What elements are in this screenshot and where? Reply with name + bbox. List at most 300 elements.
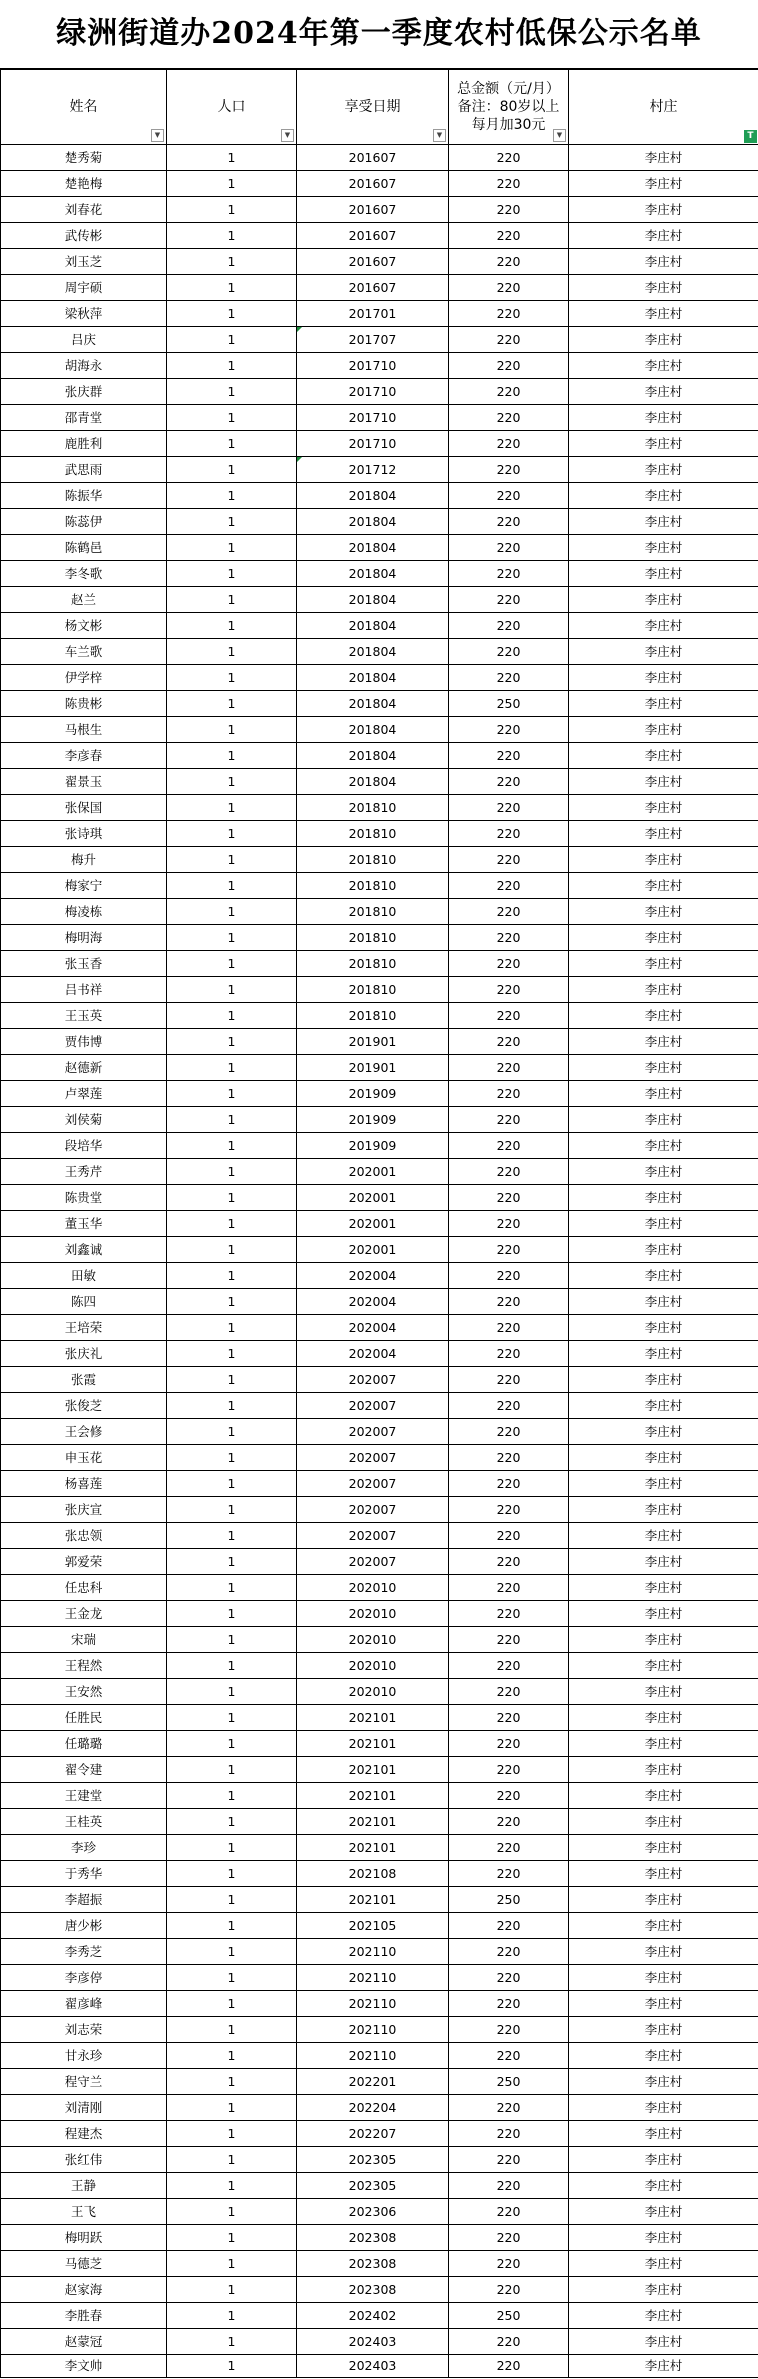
cell-amount[interactable]: 220 — [449, 1393, 569, 1419]
cell-date[interactable]: 201810 — [297, 821, 449, 847]
cell-amount[interactable]: 220 — [449, 1055, 569, 1081]
cell-village[interactable]: 李庄村 — [569, 431, 758, 457]
cell-population[interactable]: 1 — [167, 1315, 297, 1341]
cell-population[interactable]: 1 — [167, 1159, 297, 1185]
cell-amount[interactable]: 220 — [449, 613, 569, 639]
cell-population[interactable]: 1 — [167, 1575, 297, 1601]
cell-amount[interactable]: 220 — [449, 1159, 569, 1185]
cell-date[interactable]: 201712 — [297, 457, 449, 483]
cell-name[interactable]: 王玉英 — [1, 1003, 167, 1029]
cell-village[interactable]: 李庄村 — [569, 1601, 758, 1627]
cell-date[interactable]: 201710 — [297, 431, 449, 457]
cell-population[interactable]: 1 — [167, 1549, 297, 1575]
cell-amount[interactable]: 220 — [449, 899, 569, 925]
cell-amount[interactable]: 220 — [449, 1185, 569, 1211]
cell-village[interactable]: 李庄村 — [569, 743, 758, 769]
cell-village[interactable]: 李庄村 — [569, 301, 758, 327]
cell-name[interactable]: 杨文彬 — [1, 613, 167, 639]
cell-village[interactable]: 李庄村 — [569, 1627, 758, 1653]
cell-village[interactable]: 李庄村 — [569, 1549, 758, 1575]
cell-date[interactable]: 201607 — [297, 275, 449, 301]
cell-population[interactable]: 1 — [167, 613, 297, 639]
cell-name[interactable]: 武传彬 — [1, 223, 167, 249]
cell-village[interactable]: 李庄村 — [569, 379, 758, 405]
cell-date[interactable]: 201710 — [297, 379, 449, 405]
cell-population[interactable]: 1 — [167, 145, 297, 171]
cell-village[interactable]: 李庄村 — [569, 717, 758, 743]
cell-name[interactable]: 王培荣 — [1, 1315, 167, 1341]
dropdown-arrow-icon[interactable]: ▼ — [553, 129, 566, 142]
cell-population[interactable]: 1 — [167, 2069, 297, 2095]
cell-name[interactable]: 张庆宣 — [1, 1497, 167, 1523]
cell-amount[interactable]: 220 — [449, 197, 569, 223]
cell-amount[interactable]: 250 — [449, 2303, 569, 2329]
cell-population[interactable]: 1 — [167, 1393, 297, 1419]
cell-amount[interactable]: 220 — [449, 1705, 569, 1731]
cell-name[interactable]: 梅明跃 — [1, 2225, 167, 2251]
cell-amount[interactable]: 220 — [449, 2355, 569, 2378]
cell-date[interactable]: 201901 — [297, 1055, 449, 1081]
cell-population[interactable]: 1 — [167, 2017, 297, 2043]
cell-name[interactable]: 翟彦峰 — [1, 1991, 167, 2017]
cell-date[interactable]: 202007 — [297, 1471, 449, 1497]
cell-population[interactable]: 1 — [167, 1003, 297, 1029]
cell-village[interactable]: 李庄村 — [569, 691, 758, 717]
cell-date[interactable]: 201804 — [297, 717, 449, 743]
cell-population[interactable]: 1 — [167, 483, 297, 509]
cell-name[interactable]: 车兰歌 — [1, 639, 167, 665]
cell-date[interactable]: 201909 — [297, 1133, 449, 1159]
cell-name[interactable]: 于秀华 — [1, 1861, 167, 1887]
cell-village[interactable]: 李庄村 — [569, 1783, 758, 1809]
cell-population[interactable]: 1 — [167, 2277, 297, 2303]
cell-date[interactable]: 201710 — [297, 353, 449, 379]
cell-population[interactable]: 1 — [167, 665, 297, 691]
cell-population[interactable]: 1 — [167, 1731, 297, 1757]
cell-date[interactable]: 202007 — [297, 1523, 449, 1549]
cell-name[interactable]: 王秀芹 — [1, 1159, 167, 1185]
cell-name[interactable]: 陈四 — [1, 1289, 167, 1315]
cell-amount[interactable]: 220 — [449, 405, 569, 431]
cell-population[interactable]: 1 — [167, 1835, 297, 1861]
cell-date[interactable]: 202105 — [297, 1913, 449, 1939]
cell-population[interactable]: 1 — [167, 1653, 297, 1679]
cell-population[interactable]: 1 — [167, 769, 297, 795]
cell-amount[interactable]: 220 — [449, 1783, 569, 1809]
cell-date[interactable]: 202201 — [297, 2069, 449, 2095]
cell-date[interactable]: 201804 — [297, 613, 449, 639]
cell-population[interactable]: 1 — [167, 509, 297, 535]
cell-name[interactable]: 陈贵彬 — [1, 691, 167, 717]
cell-name[interactable]: 任璐璐 — [1, 1731, 167, 1757]
cell-date[interactable]: 202402 — [297, 2303, 449, 2329]
cell-village[interactable]: 李庄村 — [569, 1887, 758, 1913]
cell-village[interactable]: 李庄村 — [569, 1081, 758, 1107]
cell-village[interactable]: 李庄村 — [569, 405, 758, 431]
cell-date[interactable]: 202101 — [297, 1731, 449, 1757]
cell-village[interactable]: 李庄村 — [569, 1705, 758, 1731]
cell-village[interactable]: 李庄村 — [569, 1133, 758, 1159]
cell-population[interactable]: 1 — [167, 951, 297, 977]
cell-amount[interactable]: 220 — [449, 795, 569, 821]
cell-date[interactable]: 201810 — [297, 977, 449, 1003]
cell-name[interactable]: 杨喜莲 — [1, 1471, 167, 1497]
cell-amount[interactable]: 220 — [449, 1029, 569, 1055]
cell-date[interactable]: 201810 — [297, 951, 449, 977]
cell-amount[interactable]: 220 — [449, 2095, 569, 2121]
cell-population[interactable]: 1 — [167, 1107, 297, 1133]
cell-amount[interactable]: 220 — [449, 1237, 569, 1263]
cell-amount[interactable]: 220 — [449, 821, 569, 847]
cell-date[interactable]: 201810 — [297, 847, 449, 873]
cell-date[interactable]: 201804 — [297, 691, 449, 717]
cell-name[interactable]: 王会修 — [1, 1419, 167, 1445]
cell-population[interactable]: 1 — [167, 1991, 297, 2017]
cell-name[interactable]: 刘志荣 — [1, 2017, 167, 2043]
cell-population[interactable]: 1 — [167, 847, 297, 873]
cell-population[interactable]: 1 — [167, 1289, 297, 1315]
cell-amount[interactable]: 220 — [449, 1107, 569, 1133]
cell-population[interactable]: 1 — [167, 1601, 297, 1627]
cell-amount[interactable]: 220 — [449, 873, 569, 899]
cell-name[interactable]: 伊学梓 — [1, 665, 167, 691]
cell-village[interactable]: 李庄村 — [569, 1445, 758, 1471]
cell-amount[interactable]: 220 — [449, 561, 569, 587]
cell-amount[interactable]: 220 — [449, 1133, 569, 1159]
cell-amount[interactable]: 220 — [449, 457, 569, 483]
cell-population[interactable]: 1 — [167, 1471, 297, 1497]
cell-amount[interactable]: 220 — [449, 769, 569, 795]
cell-amount[interactable]: 220 — [449, 145, 569, 171]
cell-village[interactable]: 李庄村 — [569, 561, 758, 587]
cell-name[interactable]: 吕书祥 — [1, 977, 167, 1003]
cell-village[interactable]: 李庄村 — [569, 2173, 758, 2199]
cell-population[interactable]: 1 — [167, 249, 297, 275]
cell-date[interactable]: 201607 — [297, 223, 449, 249]
cell-date[interactable]: 202308 — [297, 2225, 449, 2251]
cell-amount[interactable]: 220 — [449, 1367, 569, 1393]
cell-amount[interactable]: 220 — [449, 2043, 569, 2069]
cell-village[interactable]: 李庄村 — [569, 1731, 758, 1757]
cell-name[interactable]: 张保国 — [1, 795, 167, 821]
cell-date[interactable]: 201804 — [297, 743, 449, 769]
cell-population[interactable]: 1 — [167, 1367, 297, 1393]
cell-date[interactable]: 201707 — [297, 327, 449, 353]
cell-village[interactable]: 李庄村 — [569, 1835, 758, 1861]
cell-name[interactable]: 张俊芝 — [1, 1393, 167, 1419]
cell-population[interactable]: 1 — [167, 2121, 297, 2147]
cell-name[interactable]: 赵蒙冠 — [1, 2329, 167, 2355]
cell-name[interactable]: 李超振 — [1, 1887, 167, 1913]
cell-amount[interactable]: 250 — [449, 1887, 569, 1913]
cell-amount[interactable]: 220 — [449, 717, 569, 743]
cell-date[interactable]: 202101 — [297, 1809, 449, 1835]
cell-amount[interactable]: 220 — [449, 1835, 569, 1861]
cell-population[interactable]: 1 — [167, 925, 297, 951]
cell-name[interactable]: 赵家海 — [1, 2277, 167, 2303]
cell-amount[interactable]: 220 — [449, 1263, 569, 1289]
cell-name[interactable]: 甘永珍 — [1, 2043, 167, 2069]
cell-date[interactable]: 201901 — [297, 1029, 449, 1055]
cell-name[interactable]: 王静 — [1, 2173, 167, 2199]
cell-name[interactable]: 邵青堂 — [1, 405, 167, 431]
cell-amount[interactable]: 220 — [449, 1081, 569, 1107]
cell-amount[interactable]: 220 — [449, 951, 569, 977]
cell-name[interactable]: 刘鑫诚 — [1, 1237, 167, 1263]
cell-village[interactable]: 李庄村 — [569, 1055, 758, 1081]
cell-name[interactable]: 卢翠莲 — [1, 1081, 167, 1107]
cell-village[interactable]: 李庄村 — [569, 509, 758, 535]
cell-amount[interactable]: 220 — [449, 223, 569, 249]
cell-name[interactable]: 刘侯菊 — [1, 1107, 167, 1133]
cell-village[interactable]: 李庄村 — [569, 2225, 758, 2251]
cell-population[interactable]: 1 — [167, 977, 297, 1003]
cell-amount[interactable]: 220 — [449, 1601, 569, 1627]
cell-village[interactable]: 李庄村 — [569, 1471, 758, 1497]
cell-name[interactable]: 胡海永 — [1, 353, 167, 379]
cell-village[interactable]: 李庄村 — [569, 2069, 758, 2095]
cell-date[interactable]: 201607 — [297, 249, 449, 275]
cell-amount[interactable]: 220 — [449, 483, 569, 509]
cell-population[interactable]: 1 — [167, 1757, 297, 1783]
cell-date[interactable]: 202308 — [297, 2251, 449, 2277]
cell-population[interactable]: 1 — [167, 1887, 297, 1913]
cell-village[interactable]: 李庄村 — [569, 2095, 758, 2121]
cell-date[interactable]: 201607 — [297, 171, 449, 197]
cell-amount[interactable]: 220 — [449, 535, 569, 561]
cell-name[interactable]: 李冬歌 — [1, 561, 167, 587]
cell-village[interactable]: 李庄村 — [569, 1315, 758, 1341]
cell-amount[interactable]: 220 — [449, 1497, 569, 1523]
cell-name[interactable]: 王建堂 — [1, 1783, 167, 1809]
cell-name[interactable]: 梅升 — [1, 847, 167, 873]
cell-date[interactable]: 202010 — [297, 1679, 449, 1705]
cell-amount[interactable]: 220 — [449, 1419, 569, 1445]
cell-date[interactable]: 202007 — [297, 1549, 449, 1575]
cell-population[interactable]: 1 — [167, 1055, 297, 1081]
cell-amount[interactable]: 220 — [449, 2173, 569, 2199]
cell-population[interactable]: 1 — [167, 1133, 297, 1159]
dropdown-arrow-icon[interactable]: ▼ — [281, 129, 294, 142]
cell-name[interactable]: 马德芝 — [1, 2251, 167, 2277]
cell-population[interactable]: 1 — [167, 1861, 297, 1887]
cell-population[interactable]: 1 — [167, 2355, 297, 2378]
cell-population[interactable]: 1 — [167, 717, 297, 743]
cell-date[interactable]: 202001 — [297, 1185, 449, 1211]
cell-village[interactable]: 李庄村 — [569, 899, 758, 925]
cell-name[interactable]: 刘玉芝 — [1, 249, 167, 275]
cell-amount[interactable]: 220 — [449, 587, 569, 613]
cell-village[interactable]: 李庄村 — [569, 847, 758, 873]
cell-population[interactable]: 1 — [167, 353, 297, 379]
cell-name[interactable]: 李珍 — [1, 1835, 167, 1861]
cell-date[interactable]: 201804 — [297, 483, 449, 509]
cell-name[interactable]: 李彦停 — [1, 1965, 167, 1991]
cell-name[interactable]: 李秀芝 — [1, 1939, 167, 1965]
cell-name[interactable]: 张玉香 — [1, 951, 167, 977]
cell-village[interactable]: 李庄村 — [569, 457, 758, 483]
cell-amount[interactable]: 220 — [449, 2329, 569, 2355]
cell-amount[interactable]: 220 — [449, 1653, 569, 1679]
cell-village[interactable]: 李庄村 — [569, 1159, 758, 1185]
cell-population[interactable]: 1 — [167, 327, 297, 353]
cell-village[interactable]: 李庄村 — [569, 2043, 758, 2069]
cell-date[interactable]: 202110 — [297, 1991, 449, 2017]
cell-village[interactable]: 李庄村 — [569, 275, 758, 301]
cell-name[interactable]: 王程然 — [1, 1653, 167, 1679]
cell-amount[interactable]: 220 — [449, 301, 569, 327]
cell-name[interactable]: 任忠科 — [1, 1575, 167, 1601]
cell-date[interactable]: 202101 — [297, 1757, 449, 1783]
cell-amount[interactable]: 220 — [449, 1757, 569, 1783]
cell-amount[interactable]: 220 — [449, 1315, 569, 1341]
cell-amount[interactable]: 220 — [449, 1731, 569, 1757]
cell-village[interactable]: 李庄村 — [569, 1809, 758, 1835]
cell-population[interactable]: 1 — [167, 223, 297, 249]
cell-date[interactable]: 202101 — [297, 1835, 449, 1861]
cell-amount[interactable]: 220 — [449, 1939, 569, 1965]
cell-name[interactable]: 陈鹤邑 — [1, 535, 167, 561]
cell-population[interactable]: 1 — [167, 1237, 297, 1263]
cell-amount[interactable]: 220 — [449, 249, 569, 275]
cell-name[interactable]: 梅明海 — [1, 925, 167, 951]
cell-name[interactable]: 张庆礼 — [1, 1341, 167, 1367]
cell-village[interactable]: 李庄村 — [569, 925, 758, 951]
cell-population[interactable]: 1 — [167, 1809, 297, 1835]
cell-name[interactable]: 宋瑞 — [1, 1627, 167, 1653]
cell-name[interactable]: 李彦春 — [1, 743, 167, 769]
cell-village[interactable]: 李庄村 — [569, 1991, 758, 2017]
cell-date[interactable]: 201909 — [297, 1107, 449, 1133]
cell-name[interactable]: 梁秋萍 — [1, 301, 167, 327]
cell-amount[interactable]: 220 — [449, 353, 569, 379]
cell-amount[interactable]: 220 — [449, 1003, 569, 1029]
cell-village[interactable]: 李庄村 — [569, 613, 758, 639]
cell-date[interactable]: 202001 — [297, 1237, 449, 1263]
cell-village[interactable]: 李庄村 — [569, 1419, 758, 1445]
cell-amount[interactable]: 220 — [449, 379, 569, 405]
cell-name[interactable]: 刘清刚 — [1, 2095, 167, 2121]
cell-village[interactable]: 李庄村 — [569, 951, 758, 977]
cell-date[interactable]: 201804 — [297, 587, 449, 613]
cell-amount[interactable]: 220 — [449, 431, 569, 457]
cell-date[interactable]: 202305 — [297, 2147, 449, 2173]
cell-amount[interactable]: 220 — [449, 1861, 569, 1887]
cell-village[interactable]: 李庄村 — [569, 2303, 758, 2329]
cell-date[interactable]: 201710 — [297, 405, 449, 431]
cell-population[interactable]: 1 — [167, 2147, 297, 2173]
cell-name[interactable]: 楚艳梅 — [1, 171, 167, 197]
cell-amount[interactable]: 220 — [449, 2225, 569, 2251]
cell-amount[interactable]: 220 — [449, 2017, 569, 2043]
cell-date[interactable]: 201701 — [297, 301, 449, 327]
cell-date[interactable]: 201810 — [297, 899, 449, 925]
cell-population[interactable]: 1 — [167, 743, 297, 769]
cell-amount[interactable]: 220 — [449, 1679, 569, 1705]
cell-amount[interactable]: 220 — [449, 1575, 569, 1601]
cell-name[interactable]: 赵德新 — [1, 1055, 167, 1081]
cell-name[interactable]: 梅凌栋 — [1, 899, 167, 925]
cell-population[interactable]: 1 — [167, 691, 297, 717]
cell-population[interactable]: 1 — [167, 1497, 297, 1523]
cell-population[interactable]: 1 — [167, 1211, 297, 1237]
cell-village[interactable]: 李庄村 — [569, 535, 758, 561]
cell-village[interactable]: 李庄村 — [569, 2329, 758, 2355]
cell-village[interactable]: 李庄村 — [569, 1757, 758, 1783]
cell-population[interactable]: 1 — [167, 1523, 297, 1549]
cell-date[interactable]: 201804 — [297, 639, 449, 665]
cell-amount[interactable]: 220 — [449, 1549, 569, 1575]
cell-date[interactable]: 202207 — [297, 2121, 449, 2147]
cell-village[interactable]: 李庄村 — [569, 171, 758, 197]
cell-name[interactable]: 王飞 — [1, 2199, 167, 2225]
cell-amount[interactable]: 220 — [449, 1913, 569, 1939]
cell-amount[interactable]: 220 — [449, 1809, 569, 1835]
cell-date[interactable]: 202004 — [297, 1315, 449, 1341]
cell-date[interactable]: 202007 — [297, 1497, 449, 1523]
cell-village[interactable]: 李庄村 — [569, 2147, 758, 2173]
cell-date[interactable]: 202010 — [297, 1575, 449, 1601]
cell-date[interactable]: 201909 — [297, 1081, 449, 1107]
cell-village[interactable]: 李庄村 — [569, 1341, 758, 1367]
cell-date[interactable]: 201607 — [297, 145, 449, 171]
cell-amount[interactable]: 220 — [449, 2251, 569, 2277]
cell-name[interactable]: 陈振华 — [1, 483, 167, 509]
cell-name[interactable]: 武思雨 — [1, 457, 167, 483]
cell-name[interactable]: 郭爱荣 — [1, 1549, 167, 1575]
cell-name[interactable]: 李胜春 — [1, 2303, 167, 2329]
cell-village[interactable]: 李庄村 — [569, 483, 758, 509]
cell-population[interactable]: 1 — [167, 2173, 297, 2199]
cell-village[interactable]: 李庄村 — [569, 1289, 758, 1315]
cell-amount[interactable]: 220 — [449, 509, 569, 535]
cell-date[interactable]: 201804 — [297, 535, 449, 561]
cell-name[interactable]: 赵兰 — [1, 587, 167, 613]
cell-population[interactable]: 1 — [167, 2225, 297, 2251]
cell-name[interactable]: 马根生 — [1, 717, 167, 743]
cell-population[interactable]: 1 — [167, 2251, 297, 2277]
cell-date[interactable]: 202101 — [297, 1705, 449, 1731]
cell-village[interactable]: 李庄村 — [569, 1679, 758, 1705]
cell-population[interactable]: 1 — [167, 1029, 297, 1055]
cell-population[interactable]: 1 — [167, 1705, 297, 1731]
cell-village[interactable]: 李庄村 — [569, 2277, 758, 2303]
cell-name[interactable]: 楚秀菊 — [1, 145, 167, 171]
cell-population[interactable]: 1 — [167, 1341, 297, 1367]
cell-amount[interactable]: 220 — [449, 743, 569, 769]
cell-name[interactable]: 张庆群 — [1, 379, 167, 405]
cell-population[interactable]: 1 — [167, 821, 297, 847]
cell-date[interactable]: 202001 — [297, 1211, 449, 1237]
cell-amount[interactable]: 220 — [449, 1523, 569, 1549]
cell-date[interactable]: 201804 — [297, 665, 449, 691]
cell-date[interactable]: 202101 — [297, 1887, 449, 1913]
cell-amount[interactable]: 220 — [449, 2147, 569, 2173]
filter-active-icon[interactable]: T — [744, 130, 757, 143]
cell-date[interactable]: 202101 — [297, 1783, 449, 1809]
cell-village[interactable]: 李庄村 — [569, 2199, 758, 2225]
cell-population[interactable]: 1 — [167, 171, 297, 197]
cell-amount[interactable]: 220 — [449, 327, 569, 353]
cell-date[interactable]: 202010 — [297, 1601, 449, 1627]
cell-date[interactable]: 202306 — [297, 2199, 449, 2225]
cell-population[interactable]: 1 — [167, 1419, 297, 1445]
cell-date[interactable]: 202305 — [297, 2173, 449, 2199]
cell-name[interactable]: 周宇硕 — [1, 275, 167, 301]
cell-village[interactable]: 李庄村 — [569, 1653, 758, 1679]
cell-population[interactable]: 1 — [167, 1445, 297, 1471]
cell-village[interactable]: 李庄村 — [569, 1367, 758, 1393]
